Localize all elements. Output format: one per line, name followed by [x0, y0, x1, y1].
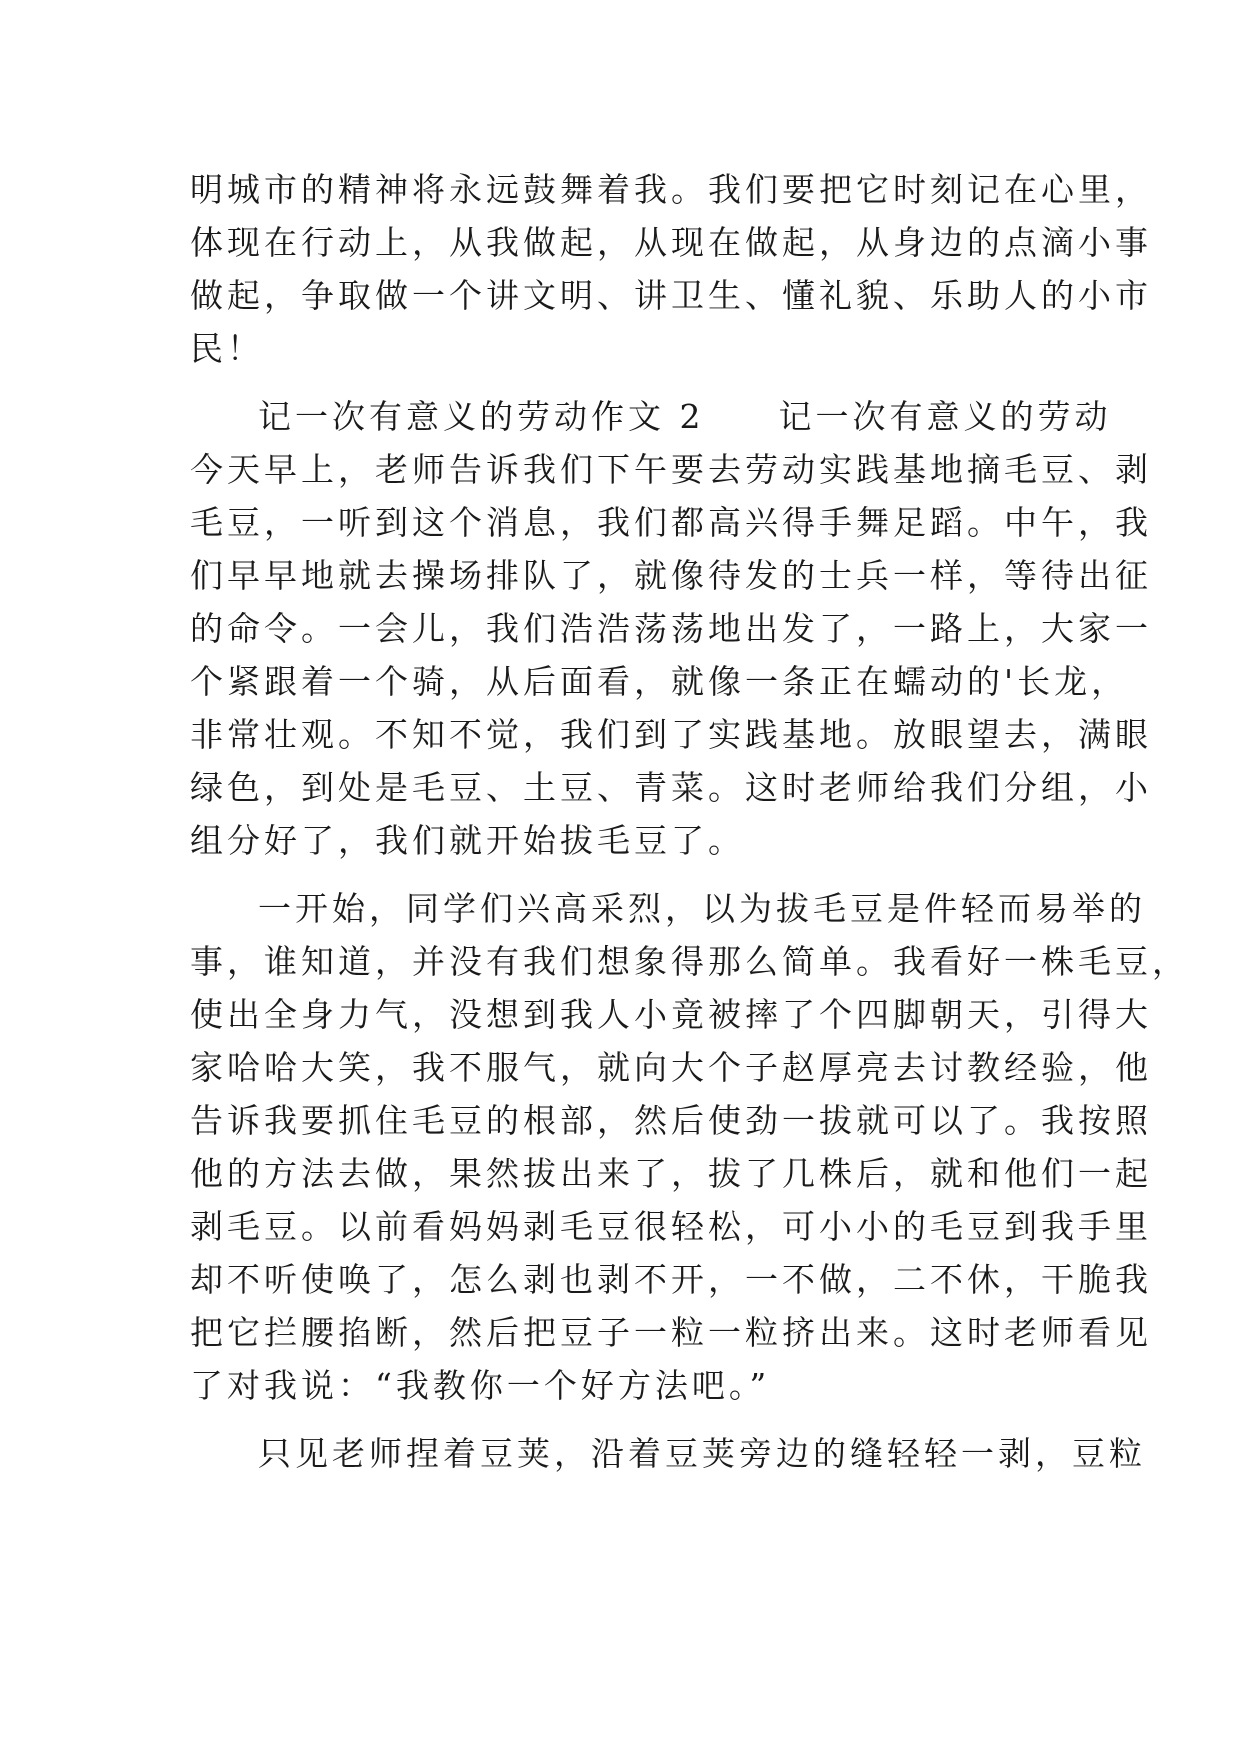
- text-line: 做起，争取做一个讲文明、讲卫生、懂礼貌、乐助人的小市: [190, 276, 1152, 315]
- text-line: 明城市的精神将永远鼓舞着我。我们要把它时刻记在心里，: [190, 170, 1152, 209]
- text-line: 今天早上，老师告诉我们下午要去劳动实践基地摘毛豆、剥: [190, 450, 1152, 489]
- text-line: 体现在行动上，从我做起，从现在做起，从身边的点滴小事: [190, 223, 1152, 262]
- text-line: 事，谁知道，并没有我们想象得那么简单。我看好一株毛豆，: [190, 942, 1189, 981]
- text-line: 告诉我要抓住毛豆的根部，然后使劲一拔就可以了。我按照: [190, 1101, 1152, 1140]
- text-line: 剥毛豆。以前看妈妈剥毛豆很轻松，可小小的毛豆到我手里: [190, 1207, 1152, 1246]
- text-line: 民！: [190, 329, 264, 368]
- text-line: 个紧跟着一个骑，从后面看，就像一条正在蠕动的'长龙，: [190, 662, 1129, 701]
- text-line: 一开始，同学们兴高采烈，以为拔毛豆是件轻而易举的: [258, 889, 1146, 928]
- text-line: 组分好了，我们就开始拔毛豆了。: [190, 821, 745, 860]
- text-line: 们早早地就去操场排队了，就像待发的士兵一样，等待出征: [190, 556, 1152, 595]
- text-line: 了对我说：“我教你一个好方法吧。”: [190, 1366, 771, 1405]
- text-line: 非常壮观。不知不觉，我们到了实践基地。放眼望去，满眼: [190, 715, 1152, 754]
- text-line: 绿色，到处是毛豆、土豆、青菜。这时老师给我们分组，小: [190, 768, 1152, 807]
- text-line: 只见老师捏着豆荚，沿着豆荚旁边的缝轻轻一剥，豆粒: [258, 1434, 1146, 1473]
- text-line: 使出全身力气，没想到我人小竟被摔了个四脚朝天，引得大: [190, 995, 1152, 1034]
- text-line: 却不听使唤了，怎么剥也剥不开，一不做，二不休，干脆我: [190, 1260, 1152, 1299]
- text-line: 毛豆，一听到这个消息，我们都高兴得手舞足蹈。中午，我: [190, 503, 1152, 542]
- text-line: 的命令。一会儿，我们浩浩荡荡地出发了，一路上，大家一: [190, 609, 1152, 648]
- text-line: 他的方法去做，果然拔出来了，拔了几株后，就和他们一起: [190, 1154, 1152, 1193]
- section-heading: 记一次有意义的劳动作文 2 记一次有意义的劳动: [258, 397, 1112, 436]
- text-line: 家哈哈大笑，我不服气，就向大个子赵厚亮去讨教经验，他: [190, 1048, 1152, 1087]
- text-line: 把它拦腰掐断，然后把豆子一粒一粒挤出来。这时老师看见: [190, 1313, 1152, 1352]
